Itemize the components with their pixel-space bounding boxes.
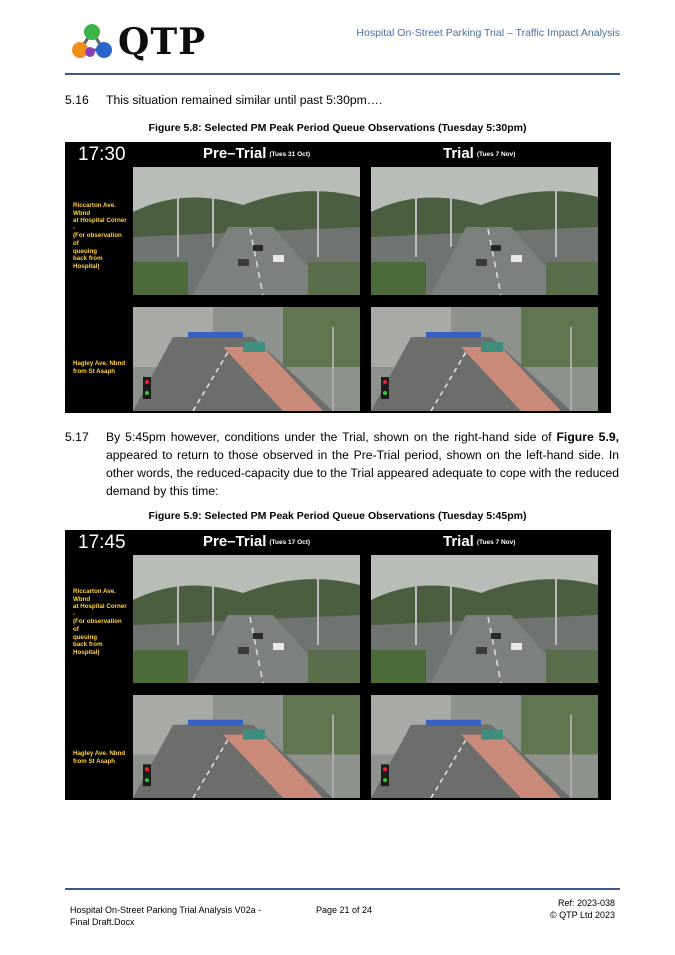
trial-heading: Trial xyxy=(443,533,474,550)
paragraph-text-end: appeared to return to those observed in the Pre-Trial period, shown on the left-hand side. In other words, the reduced-capacity due to the Trial appeared adequate to cope with the reduced demand by this time: xyxy=(106,448,619,498)
pre-trial-heading: Pre–Trial xyxy=(203,533,267,550)
qtp-logo xyxy=(70,22,210,62)
figure-5-8-caption: Figure 5.8: Selected PM Peak Period Queue Observations (Tuesday 5:30pm) xyxy=(148,122,527,134)
footer-copyright: © QTP Ltd 2023 xyxy=(549,910,615,920)
paragraph-text-start: By 5:45pm however, conditions under the Trial, shown on the right-hand side of xyxy=(106,430,557,444)
footer-doc-line-1: Hospital On-Street Parking Trial Analysis V02a - xyxy=(70,905,262,915)
page-header xyxy=(65,20,620,75)
camera-view-trial-riccarton xyxy=(371,555,598,683)
figure-5-9-image xyxy=(65,530,611,800)
paragraph-number: 5.17 xyxy=(65,430,89,444)
trial-heading: Trial xyxy=(443,145,474,162)
paragraph-number: 5.16 xyxy=(65,93,89,107)
camera-view-pre-trial-hagley xyxy=(133,307,360,411)
camera-view-trial-riccarton xyxy=(371,167,598,295)
logo-wordmark: QTP xyxy=(118,21,207,63)
trial-title xyxy=(443,533,515,552)
camera-view-pre-trial-hagley xyxy=(133,695,360,798)
footer-doc-line-2: Final Draft.Docx xyxy=(70,917,135,927)
document-title: Hospital On-Street Parking Trial – Traffic Impact Analysis xyxy=(356,27,620,39)
paragraph-5-17 xyxy=(0,428,675,498)
paragraph-text: This situation remained similar until past 5:30pm…. xyxy=(106,93,383,107)
pre-trial-title xyxy=(203,145,310,164)
footer-reference xyxy=(550,897,615,921)
riccarton-location-label: Riccarton Ave. Wbnd at Hospital Corner - (For observation of queuing back from Hospital) xyxy=(73,202,127,270)
camera-view-trial-hagley xyxy=(371,307,598,411)
molecule-logo-icon xyxy=(70,22,116,62)
pre-trial-date: (Tues 31 Oct) xyxy=(269,151,311,158)
footer-document-name xyxy=(70,904,261,928)
camera-view-trial-hagley xyxy=(371,695,598,798)
header-divider xyxy=(65,73,620,75)
figure-5-8-image xyxy=(65,142,611,413)
paragraph-text xyxy=(106,428,619,500)
trial-title xyxy=(443,145,515,164)
footer-ref: Ref: 2023-038 xyxy=(557,898,615,908)
footer-divider xyxy=(65,888,620,890)
trial-date: (Tues 7 Nov) xyxy=(476,539,516,546)
trial-date: (Tues 7 Nov) xyxy=(476,151,516,158)
figure-reference: Figure 5.9, xyxy=(556,430,619,444)
riccarton-location-label: Riccarton Ave. Wbnd at Hospital Corner - (For observation of queuing back from Hospital) xyxy=(73,588,127,656)
time-label: 17:30 xyxy=(78,144,126,165)
footer-page-number: Page 21 of 24 xyxy=(316,905,373,915)
hagley-location-label: Hagley Ave. Nbnd from St Asaph xyxy=(73,750,126,765)
pre-trial-title xyxy=(203,533,310,552)
time-label: 17:45 xyxy=(78,532,126,553)
pre-trial-date: (Tues 17 Oct) xyxy=(269,539,311,546)
camera-view-pre-trial-riccarton xyxy=(133,167,360,295)
pre-trial-heading: Pre–Trial xyxy=(203,145,267,162)
figure-5-9-caption: Figure 5.9: Selected PM Peak Period Queue Observations (Tuesday 5:45pm) xyxy=(148,510,527,522)
camera-view-pre-trial-riccarton xyxy=(133,555,360,683)
hagley-location-label: Hagley Ave. Nbnd from St Asaph xyxy=(73,360,126,375)
